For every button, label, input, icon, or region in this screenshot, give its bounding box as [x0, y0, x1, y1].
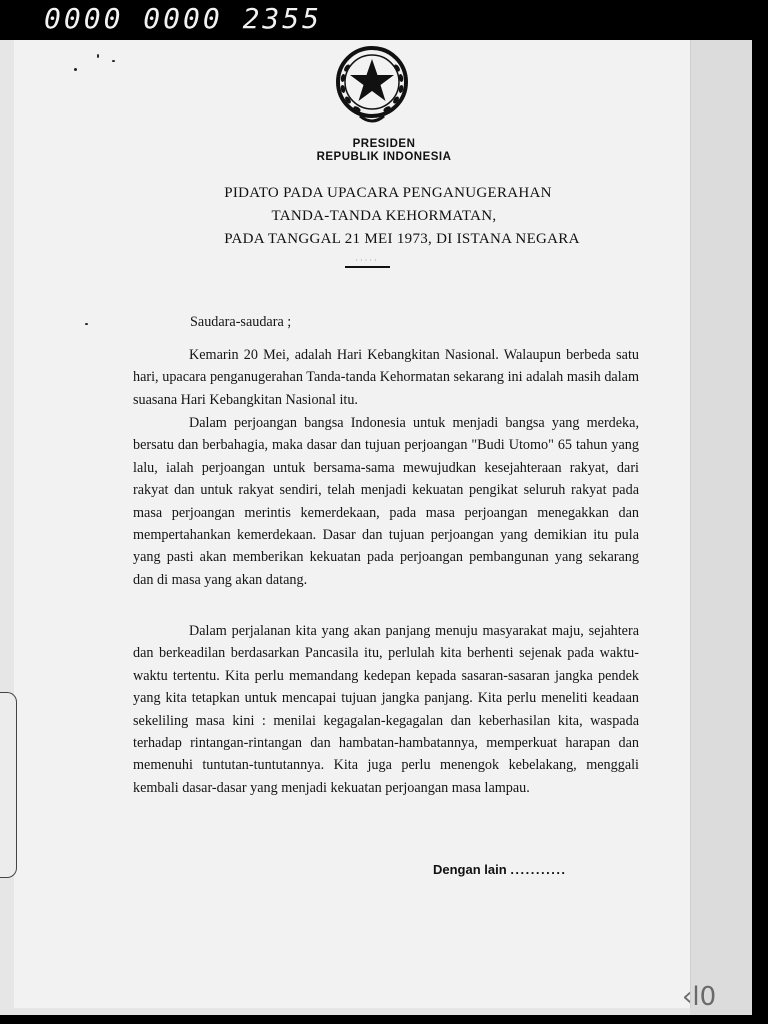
paragraph-text: Dalam perjalanan kita yang akan panjang menuju masyarakat maju, sejahtera dan berkeadilan berdasarkan Pancasila itu, perlulah kita berhenti sejenak pada waktu-waktu tertentu. Kita perlu memandang kedepan kepada sasaran-sasaran jangka pendek yang kita tetapkan untuk mencapai tujuan jangka panjang. Kita perlu meneliti keadaan sekeliling masa kini : menilai kegagalan-kegagalan dan keberhasilan kita, waspada terhadap rintangan-rintangan dan hambatan-hambatannya, memperkuat harapan dan memenuhi tuntutan-tuntutannya. Kita juga perlu menengok kebelakang, menggali kembali dasar-dasar yang menjadi kekuatan perjoangan masa lampau. — [133, 623, 639, 796]
scan-speck — [97, 54, 99, 58]
film-frame-number: 0000 0000 2355 — [44, 2, 323, 35]
paragraph-text: Dalam perjoangan bangsa Indonesia untuk menjadi bangsa yang merdeka, bersatu dan berbahagia, maka dasar dan tujuan perjoangan "Budi Utomo" 65 tahun yang lalu, ialah perjoangan untuk bersama-sama mewujudkan kesejahteraan rakyat, dari rakyat dan untuk rakyat sendiri, telah menjadi kekuatan pengikat seluruh rakyat pada masa perjoangan merintis kemerdekaan, pada masa perjoangan menegakkan dan mempertahankan kemerdekaan. Dasar dan tujuan perjoangan yang demikian itu pula yang pasti akan memberikan kekuatan pada perjoangan pembangunan yang sekarang dan di masa yang akan datang. — [133, 415, 639, 588]
scan-speck — [74, 68, 77, 71]
paragraph-text: Kemarin 20 Mei, adalah Hari Kebangkitan Nasional. Walaupun berbeda satu hari, upacara penganugerahan Tanda-tanda Kehormatan sekarang ini adalah masih dalam suasana Hari Kebangkitan Nasional itu. — [133, 347, 639, 408]
letterhead-line-1: PRESIDEN — [352, 138, 416, 150]
continuation-dots: ........... — [510, 862, 567, 877]
title-line-3: PADA TANGGAL 21 MEI 1973, DI ISTANA NEGARA — [224, 231, 580, 247]
film-strip — [0, 0, 768, 40]
paper-clip-tab — [0, 692, 17, 878]
continuation-text: Dengan lain — [433, 862, 507, 877]
scan-speck — [85, 323, 88, 325]
title-line-2: TANDA-TANDA KEHORMATAN, — [271, 208, 497, 224]
page-corner-mark: ‹l0 — [682, 982, 717, 1012]
body-paragraph-3 — [133, 620, 639, 799]
title-line-1: PIDATO PADA UPACARA PENGANUGERAHAN — [224, 185, 552, 201]
scan-speck — [112, 60, 115, 62]
body-paragraph-1 — [133, 344, 639, 411]
film-edge-bottom — [0, 1015, 768, 1024]
body-paragraph-2 — [133, 412, 639, 591]
title-ornament-dots: ····· — [355, 256, 379, 265]
letterhead-line-2: REPUBLIK INDONESIA — [316, 151, 452, 163]
garuda-star-wreath-emblem-icon — [332, 42, 412, 128]
title-underline — [345, 266, 390, 268]
salutation: Saudara-saudara ; — [190, 314, 292, 330]
continuation-note — [433, 862, 567, 877]
